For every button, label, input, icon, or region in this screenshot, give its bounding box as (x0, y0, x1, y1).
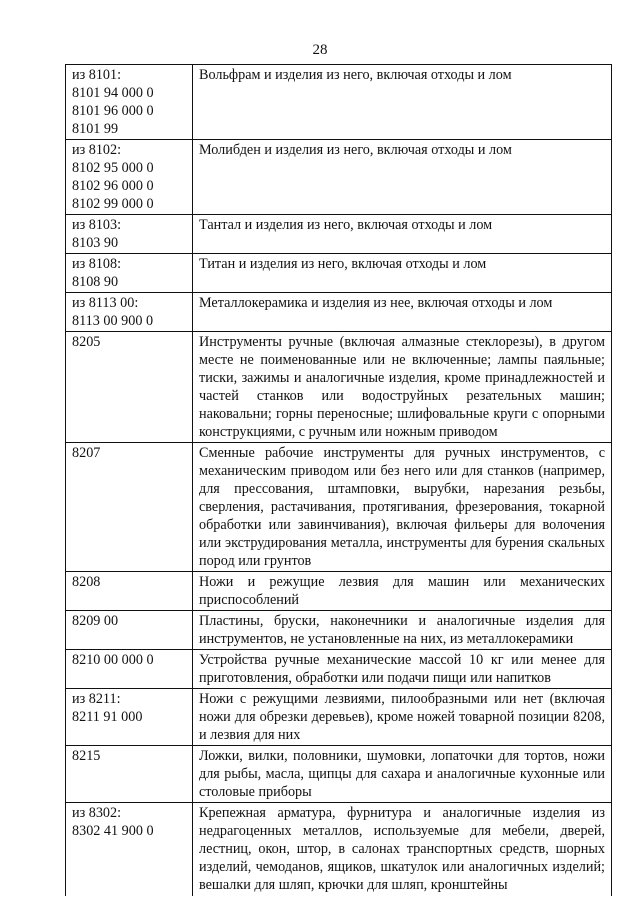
tnved-code: 8102 95 000 0 (72, 160, 154, 176)
code-cell (66, 689, 193, 746)
tnved-code: из 8108: (72, 256, 122, 272)
description-cell: Сменные рабочие инструменты для ручных инструментов, с механическим приводом или без него или для станков (например, для прессования, штамповки, вырубки, нарезания резьбы, сверления, растачивания, протягивания, фрезерования, токарной обработки или завинчивания), включая фильеры для волочения или экструдирования металла, инструменты для бурения скальных пород или грунтов (193, 443, 612, 572)
description-cell: Молибден и изделия из него, включая отходы и лом (193, 140, 612, 215)
table-row (66, 254, 612, 293)
tnved-code: 8102 96 000 0 (72, 178, 154, 194)
tnved-code: 8207 (72, 445, 101, 461)
code-cell (66, 254, 193, 293)
tnved-code: 8210 00 000 0 (72, 652, 154, 668)
code-cell (66, 803, 193, 897)
tnved-code: из 8103: (72, 217, 122, 233)
tnved-code: 8101 94 000 0 (72, 85, 154, 101)
tnved-code: 8101 96 000 0 (72, 103, 154, 119)
description-cell: Металлокерамика и изделия из нее, включая отходы и лом (193, 293, 612, 332)
table-row (66, 293, 612, 332)
description-cell: Ножи с режущими лезвиями, пилообразными или нет (включая ножи для обрезки деревьев), кроме ножей товарной позиции 8208, и лезвия для них (193, 689, 612, 746)
table-row (66, 803, 612, 897)
code-cell (66, 293, 193, 332)
table-row (66, 443, 612, 572)
description-cell: Тантал и изделия из него, включая отходы и лом (193, 215, 612, 254)
tnved-code: 8103 90 (72, 235, 119, 251)
code-cell (66, 443, 193, 572)
table-row (66, 65, 612, 140)
code-cell (66, 332, 193, 443)
code-cell (66, 215, 193, 254)
tnved-code: 8113 00 900 0 (72, 313, 154, 329)
tnved-code: из 8113 00: (72, 295, 139, 311)
tnved-code: из 8211: (72, 691, 121, 707)
goods-table-body (66, 65, 612, 897)
code-cell (66, 746, 193, 803)
tnved-code: 8302 41 900 0 (72, 823, 154, 839)
tnved-code: 8102 99 000 0 (72, 196, 154, 212)
code-cell (66, 611, 193, 650)
tnved-code: 8211 91 000 (72, 709, 143, 725)
description-cell: Крепежная арматура, фурнитура и аналогичные изделия из недрагоценных металлов, используемые для мебели, дверей, лестниц, окон, штор, в салонах транспортных средств, шорных изделий, чемоданов, ящиков, шкатулок или аналогичных изделий; вешалки для шляп, крючки для шляп, кронштейны (193, 803, 612, 897)
tnved-code: 8101 99 (72, 121, 119, 137)
tnved-code: из 8102: (72, 142, 122, 158)
tnved-code: 8205 (72, 334, 101, 350)
code-cell (66, 140, 193, 215)
table-row (66, 572, 612, 611)
tnved-code: из 8302: (72, 805, 122, 821)
tnved-code: 8108 90 (72, 274, 119, 290)
table-row (66, 332, 612, 443)
table-row (66, 746, 612, 803)
description-cell: Ложки, вилки, половники, шумовки, лопаточки для тортов, ножи для рыбы, масла, щипцы для сахара и аналогичные кухонные или столовые приборы (193, 746, 612, 803)
table-row (66, 140, 612, 215)
description-cell: Инструменты ручные (включая алмазные стеклорезы), в другом месте не поименованные или не включенные; лампы паяльные; тиски, зажимы и аналогичные изделия, кроме принадлежностей и частей станков или водоструйных резательных машин; наковальни; горны переносные; шлифовальные круги с опорными конструкциями, с ручным или ножным приводом (193, 332, 612, 443)
code-cell (66, 650, 193, 689)
description-cell: Пластины, бруски, наконечники и аналогичные изделия для инструментов, не установленные на них, из металлокерамики (193, 611, 612, 650)
description-cell: Устройства ручные механические массой 10 кг или менее для приготовления, обработки или подачи пищи или напитков (193, 650, 612, 689)
description-cell: Вольфрам и изделия из него, включая отходы и лом (193, 65, 612, 140)
code-cell (66, 65, 193, 140)
tnved-code: 8209 00 (72, 613, 119, 629)
page-number: 28 (312, 42, 328, 58)
table-row (66, 689, 612, 746)
description-cell: Ножи и режущие лезвия для машин или механических приспособлений (193, 572, 612, 611)
goods-table (65, 64, 612, 896)
tnved-code: 8208 (72, 574, 101, 590)
table-row (66, 215, 612, 254)
description-cell: Титан и изделия из него, включая отходы и лом (193, 254, 612, 293)
table-row (66, 611, 612, 650)
tnved-code: из 8101: (72, 67, 122, 83)
code-cell (66, 572, 193, 611)
table-row (66, 650, 612, 689)
tnved-code: 8215 (72, 748, 101, 764)
